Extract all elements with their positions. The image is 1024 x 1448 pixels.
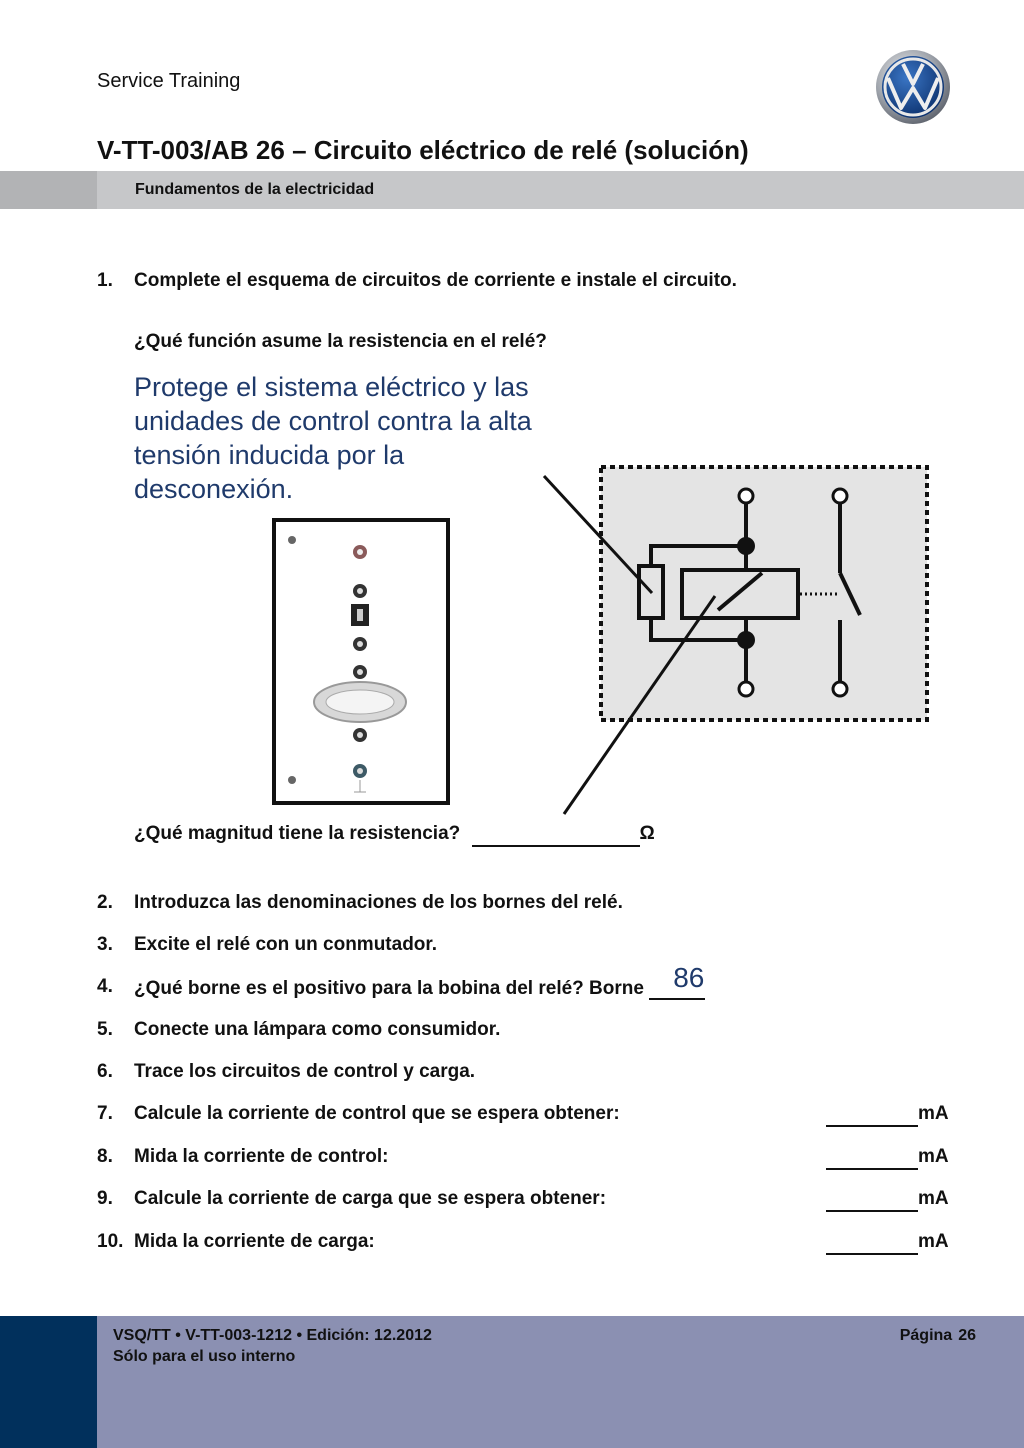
footer-doc-ref: VSQ/TT • V-TT-003-1212 • Edición: 12.2012 — [113, 1327, 432, 1344]
question-number: 3. — [97, 934, 113, 955]
unit-label: mA — [918, 1103, 949, 1124]
question-9 — [97, 1188, 957, 1212]
resistance-magnitude-blank[interactable] — [472, 823, 640, 847]
page-number: 26 — [958, 1327, 976, 1344]
unit-label: mA — [918, 1231, 949, 1252]
subtitle-bar-lead — [0, 171, 97, 209]
answer-blank[interactable] — [826, 1103, 918, 1127]
question-number: 1. — [97, 270, 113, 291]
question-number: 8. — [97, 1146, 113, 1167]
answer-blank[interactable] — [826, 1146, 918, 1170]
unit-label: mA — [918, 1146, 949, 1167]
question-1 — [97, 270, 957, 294]
question-4 — [97, 962, 957, 1000]
question-text: Mida la corriente de carga: — [134, 1231, 375, 1252]
answer-field[interactable] — [826, 1231, 949, 1255]
question-number: 6. — [97, 1061, 113, 1082]
footer-side-block — [0, 1316, 97, 1448]
page-title: V-TT-003/AB 26 – Circuito eléctrico de relé (solución) — [97, 135, 749, 165]
resistance-function-answer: Protege el sistema eléctrico y las unidades de control contra la alta tensión inducida por la desconexión. — [134, 372, 532, 504]
resistance-magnitude-question: ¿Qué magnitud tiene la resistencia? — [134, 823, 461, 844]
question-number: 9. — [97, 1188, 113, 1209]
page-label: Página — [899, 1327, 953, 1344]
question-5 — [97, 1019, 957, 1043]
question-text: Introduzca las denominaciones de los bornes del relé. — [134, 892, 623, 913]
subtitle-text: Fundamentos de la electricidad — [135, 181, 375, 198]
question-text: Excite el relé con un conmutador. — [134, 934, 438, 955]
subtitle-bar — [0, 171, 1024, 209]
footer — [0, 1316, 1024, 1448]
question-number: 5. — [97, 1019, 113, 1040]
answer-blank[interactable] — [826, 1188, 918, 1212]
brand-label: Service Training — [97, 70, 241, 92]
answer-field[interactable] — [826, 1146, 949, 1170]
answer-field[interactable] — [826, 1103, 949, 1127]
question-3 — [97, 934, 957, 958]
question-text: Complete el esquema de circuitos de corriente e instale el circuito. — [134, 270, 737, 291]
question-number: 2. — [97, 892, 113, 913]
question-2 — [97, 892, 957, 916]
question-number: 7. — [97, 1103, 113, 1124]
question-number: 4. — [97, 976, 113, 997]
footer-note: Sólo para el uso interno — [113, 1348, 296, 1365]
question-8 — [97, 1146, 957, 1170]
ohm-unit: Ω — [639, 823, 655, 844]
question-6 — [97, 1061, 957, 1085]
page-indicator — [900, 1327, 976, 1345]
resistance-magnitude-row — [134, 823, 655, 847]
question-text: Calcule la corriente de carga que se espera obtener: — [134, 1188, 607, 1209]
question-number: 10. — [97, 1231, 124, 1252]
terminal-answer-field[interactable] — [649, 962, 705, 1000]
relay-panel-photo — [272, 518, 450, 805]
vw-logo-icon — [874, 48, 952, 126]
question-text — [134, 962, 705, 1000]
resistance-function-question: ¿Qué función asume la resistencia en el relé? — [134, 331, 547, 352]
terminal-answer: 86 — [673, 962, 705, 993]
relay-schematic — [530, 460, 940, 820]
question-text: Conecte una lámpara como consumidor. — [134, 1019, 501, 1040]
question-text: Trace los circuitos de control y carga. — [134, 1061, 476, 1082]
question-10 — [97, 1231, 957, 1255]
answer-field[interactable] — [826, 1188, 949, 1212]
question-7 — [97, 1103, 957, 1127]
unit-label: mA — [918, 1188, 949, 1209]
question-text-content: ¿Qué borne es el positivo para la bobina del relé? Borne — [134, 978, 644, 999]
question-text: Calcule la corriente de control que se espera obtener: — [134, 1103, 620, 1124]
answer-blank[interactable] — [826, 1231, 918, 1255]
question-text: Mida la corriente de control: — [134, 1146, 389, 1167]
